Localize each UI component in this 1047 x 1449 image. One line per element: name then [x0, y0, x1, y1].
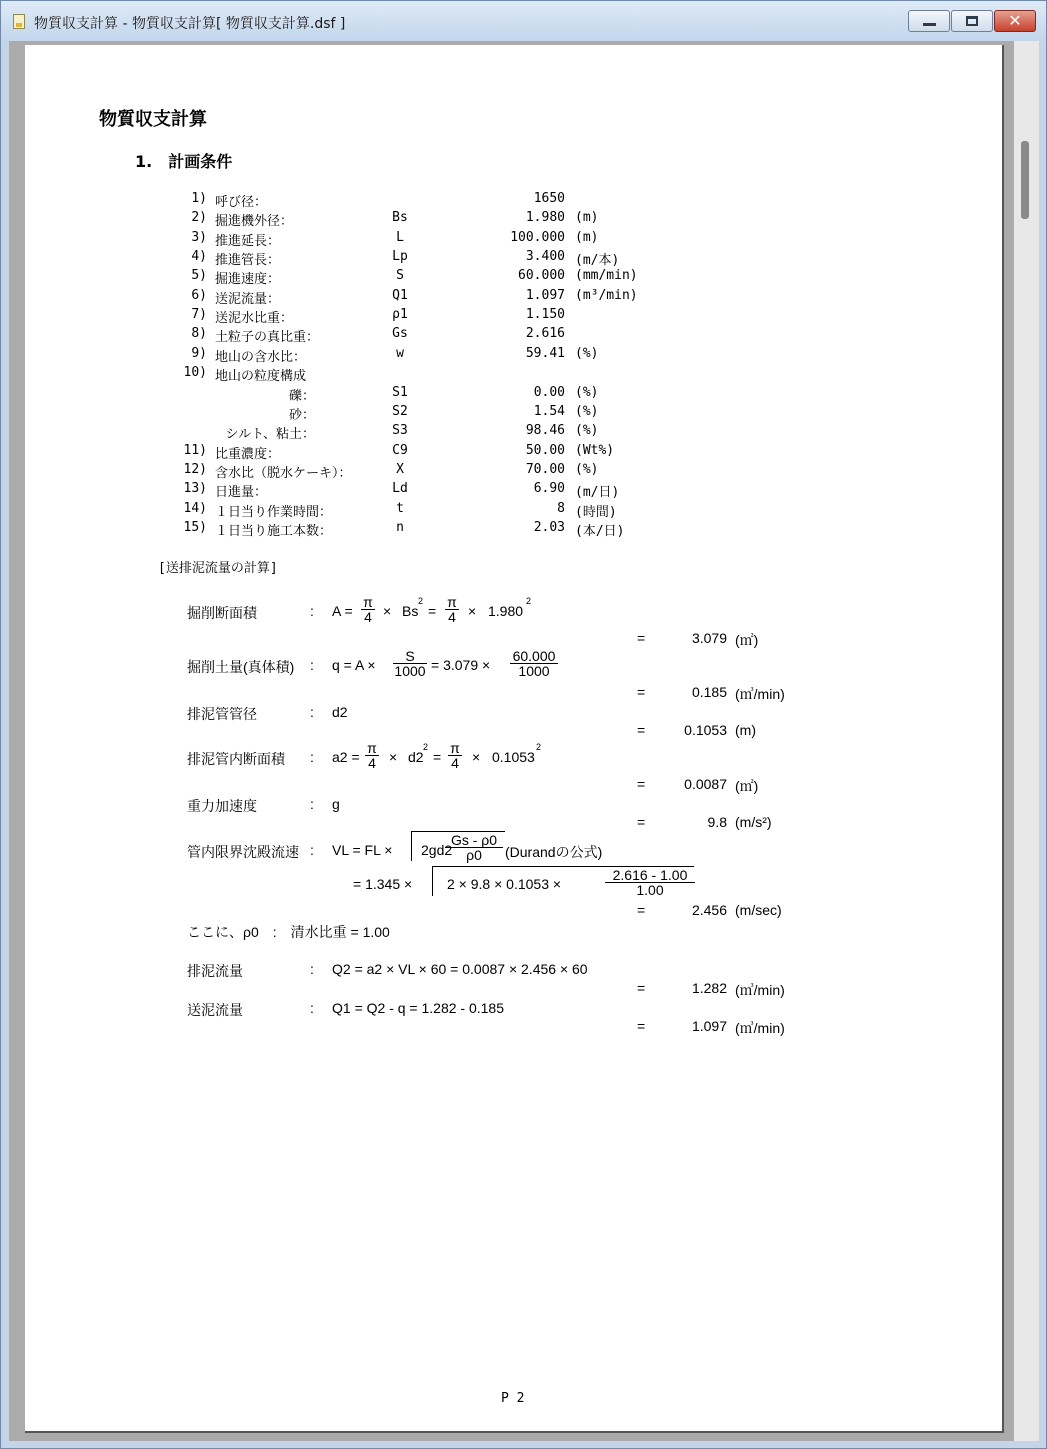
- denominator: 1000: [518, 663, 550, 679]
- formula-expr: g: [332, 796, 340, 812]
- radical-sign: [411, 831, 412, 861]
- vertical-scrollbar[interactable]: [1014, 41, 1039, 1441]
- calc-label-excavation-area: 掘削断面積: [187, 605, 257, 621]
- cond-symbol: S3: [392, 423, 408, 438]
- cond-number: 15): [183, 520, 207, 535]
- calc-label-supply-flow: 送泥流量: [187, 1002, 243, 1018]
- cond-number: 3): [191, 230, 207, 245]
- cond-value: 98.46: [525, 423, 565, 438]
- colon: :: [310, 603, 314, 619]
- calc-label-discharge-flow: 排泥流量: [187, 963, 243, 979]
- equals: =: [637, 902, 646, 918]
- note-water-density: ここに、ρ0 : 清水比重 = 1.00: [187, 924, 390, 940]
- formula-lhs: q = A ×: [332, 657, 376, 673]
- cond-symbol: Gs: [392, 326, 408, 341]
- equals: =: [637, 814, 646, 830]
- cond-symbol: X: [396, 462, 404, 477]
- formula-line2: = 1.345 ×: [353, 876, 413, 892]
- window-title: 物質収支計算 - 物質収支計算[ 物質収支計算.dsf ]: [34, 16, 346, 32]
- title-bar[interactable]: [1, 1, 1046, 41]
- formula-expr: Q2 = a2 × VL × 60 = 0.0087 × 2.456 × 60: [332, 961, 588, 977]
- result-unit: (㎥/min): [735, 686, 785, 702]
- cond-unit: (m³/min): [575, 288, 638, 303]
- equals: =: [637, 684, 646, 700]
- fraction: [393, 649, 427, 678]
- cond-value: 70.00: [525, 462, 565, 477]
- result-unit: (㎡): [735, 632, 759, 648]
- equals: =: [637, 1018, 646, 1034]
- times-sign: ×: [383, 603, 392, 619]
- cond-number: 8): [191, 326, 207, 341]
- cond-symbol: Lp: [392, 249, 408, 264]
- cond-number: 13): [183, 481, 207, 496]
- cond-number: 4): [191, 249, 207, 264]
- cond-symbol: Ld: [392, 481, 408, 496]
- pi-symbol: π: [365, 741, 379, 756]
- calc-heading: [送排泥流量の計算]: [158, 561, 278, 576]
- cond-value: 3.400: [525, 249, 565, 264]
- colon: :: [310, 749, 314, 765]
- numerator: Gs - ρ0: [445, 833, 503, 848]
- formula-lhs: a2 =: [332, 749, 360, 765]
- result-unit: (㎥/min): [735, 982, 785, 998]
- cond-value: 1.980: [525, 210, 565, 225]
- denominator: 1.00: [636, 882, 664, 898]
- cond-label: 砂：: [288, 408, 315, 423]
- cond-label: 地山の粒度構成: [215, 369, 307, 384]
- exponent: 2: [423, 742, 429, 752]
- times-sign: ×: [468, 603, 477, 619]
- cond-symbol: S: [396, 268, 404, 283]
- cond-unit: (mm/min): [575, 268, 638, 283]
- cond-unit: (m/本): [575, 253, 620, 268]
- cond-value: 50.00: [525, 443, 565, 458]
- fraction: [605, 868, 695, 897]
- document-page: [25, 45, 1004, 1433]
- cond-number: 11): [183, 443, 207, 458]
- cond-label: 送泥水比重：: [215, 311, 294, 326]
- variable: d2: [408, 749, 424, 765]
- exponent: 2: [526, 596, 532, 606]
- cond-label: 掘進速度：: [215, 272, 281, 287]
- cond-unit: (%): [575, 462, 599, 477]
- pi-symbol: π: [448, 741, 462, 756]
- cond-unit: (%): [575, 346, 599, 361]
- formula-lhs: A =: [332, 603, 353, 619]
- radicand: 2 × 9.8 × 0.1053 ×: [447, 876, 562, 892]
- cond-label: 日進量：: [215, 485, 268, 500]
- calc-label-pipe-area: 排泥管内断面積: [187, 751, 285, 767]
- result-value: 0.1053: [684, 722, 727, 738]
- cond-label: １日当り作業時間：: [215, 505, 333, 520]
- denominator: 4: [368, 755, 376, 771]
- result-unit: (㎡): [735, 778, 759, 794]
- radical-sign: [432, 866, 433, 896]
- maximize-icon: [966, 16, 978, 26]
- cond-label: 地山の含水比：: [215, 350, 307, 365]
- cond-symbol: L: [396, 230, 404, 245]
- cond-unit: (%): [575, 385, 599, 400]
- formula-lhs: VL = FL ×: [332, 842, 393, 858]
- result-unit: (㎥/min): [735, 1020, 785, 1036]
- result-value: 2.456: [691, 902, 727, 918]
- cond-label: シルト、粘土：: [225, 427, 315, 442]
- result-value: 0.0087: [684, 776, 727, 792]
- fraction: [445, 595, 459, 624]
- cond-unit: (時間): [575, 505, 617, 520]
- cond-value: 2.616: [525, 326, 565, 341]
- exponent: 2: [418, 596, 424, 606]
- cond-value: 59.41: [525, 346, 565, 361]
- cond-label: 推進管長：: [215, 253, 281, 268]
- result-value: 1.097: [691, 1018, 727, 1034]
- cond-value: 1650: [533, 191, 565, 206]
- cond-number: 1): [191, 191, 207, 206]
- calc-label-excavation-volume: 掘削土量(真体積): [187, 659, 295, 675]
- cond-symbol: w: [396, 346, 404, 361]
- cond-value: 100.000: [510, 230, 565, 245]
- cond-number: 6): [191, 288, 207, 303]
- equals: =: [433, 749, 442, 765]
- result-value: 9.8: [707, 814, 727, 830]
- cond-label: 送泥流量：: [215, 292, 281, 307]
- cond-number: 14): [183, 501, 207, 516]
- cond-symbol: n: [396, 520, 404, 535]
- fraction: [445, 833, 503, 862]
- cond-unit: (%): [575, 404, 599, 419]
- numerator: 60.000: [510, 649, 558, 664]
- variable: Bs: [402, 603, 419, 619]
- cond-symbol: C9: [392, 443, 408, 458]
- result-unit: (m/sec): [735, 902, 782, 918]
- calc-label-critical-velocity: 管内限界沈殿流速: [187, 844, 299, 860]
- cond-value: 60.000: [518, 268, 565, 283]
- cond-value: 1.54: [533, 404, 565, 419]
- cond-value: 2.03: [533, 520, 565, 535]
- cond-symbol: t: [396, 501, 404, 516]
- cond-label: 推進延長：: [215, 234, 281, 249]
- minimize-icon: [923, 23, 936, 26]
- maximize-button[interactable]: [951, 10, 993, 32]
- denominator: 4: [364, 609, 372, 625]
- cond-value: 8: [557, 501, 565, 516]
- cond-label: １日当り施工本数：: [215, 524, 333, 539]
- fraction: [510, 649, 558, 678]
- colon: :: [310, 1000, 314, 1016]
- cond-unit: (Wt%): [575, 443, 615, 458]
- equals: =: [637, 776, 646, 792]
- equals: =: [637, 630, 646, 646]
- doc-title: 物質収支計算: [99, 109, 207, 130]
- cond-symbol: Bs: [392, 210, 408, 225]
- close-button[interactable]: [994, 10, 1036, 32]
- value: 1.980: [488, 603, 524, 619]
- scrollbar-thumb[interactable]: [1021, 141, 1029, 219]
- cond-number: 5): [191, 268, 207, 283]
- result-value: 1.282: [691, 980, 727, 996]
- times-sign: ×: [472, 749, 481, 765]
- numerator: 2.616 - 1.00: [605, 868, 695, 883]
- cond-label: 礫：: [288, 389, 315, 404]
- cond-label: 呼び径：: [215, 195, 268, 210]
- cond-number: 7): [191, 307, 207, 322]
- result-value: 3.079: [691, 630, 727, 646]
- value: 0.1053: [492, 749, 535, 765]
- formula-expr: d2: [332, 704, 348, 720]
- formula-mid: = 3.079 ×: [431, 657, 491, 673]
- cond-value: 1.097: [525, 288, 565, 303]
- cond-symbol: S2: [392, 404, 408, 419]
- equals: =: [637, 722, 646, 738]
- radicand: 2gd2: [421, 842, 453, 858]
- cond-value: 1.150: [525, 307, 565, 322]
- cond-label: 比重濃度：: [215, 447, 281, 462]
- fraction: [361, 595, 375, 624]
- denominator: ρ0: [466, 847, 482, 863]
- colon: :: [310, 657, 314, 673]
- close-icon: ✕: [1008, 11, 1022, 30]
- denominator: 4: [448, 609, 456, 625]
- cond-value: 6.90: [533, 481, 565, 496]
- times-sign: ×: [389, 749, 398, 765]
- result-value: 0.185: [691, 684, 727, 700]
- cond-value: 0.00: [533, 385, 565, 400]
- cond-number: 9): [191, 346, 207, 361]
- colon: :: [310, 961, 314, 977]
- cond-label: 土粒子の真比重：: [215, 330, 320, 345]
- cond-symbol: S1: [392, 385, 408, 400]
- denominator: 1000: [394, 663, 426, 679]
- calc-label-pipe-diameter: 排泥管管径: [187, 706, 257, 722]
- minimize-button[interactable]: [908, 10, 950, 32]
- fraction: [365, 741, 379, 770]
- cond-number: 2): [191, 210, 207, 225]
- cond-label: 掘進機外径：: [215, 214, 294, 229]
- cond-unit: (m): [575, 230, 599, 245]
- pi-symbol: π: [445, 595, 459, 610]
- colon: :: [310, 796, 314, 812]
- result-unit: (m/s²): [735, 814, 772, 830]
- page-number: P 2: [501, 1391, 525, 1406]
- cond-number: 12): [183, 462, 207, 477]
- formula-expr: Q1 = Q2 - q = 1.282 - 0.185: [332, 1000, 504, 1016]
- numerator: S: [393, 649, 427, 664]
- cond-label: 含水比（脱水ケーキ）：: [215, 466, 352, 481]
- equals: =: [428, 603, 437, 619]
- cond-symbol: ρ1: [392, 307, 408, 322]
- fraction: [448, 741, 462, 770]
- colon: :: [310, 842, 314, 858]
- section-heading: 1. 計画条件: [135, 152, 233, 171]
- cond-symbol: Q1: [392, 288, 408, 303]
- equals: =: [637, 980, 646, 996]
- calc-label-gravity: 重力加速度: [187, 798, 257, 814]
- pi-symbol: π: [361, 595, 375, 610]
- cond-number: 10): [183, 365, 207, 380]
- denominator: 4: [451, 755, 459, 771]
- cond-unit: (m): [575, 210, 599, 225]
- colon: :: [310, 704, 314, 720]
- result-unit: (m): [735, 722, 756, 738]
- document-icon: [13, 14, 25, 29]
- cond-unit: (m/日): [575, 485, 620, 500]
- cond-unit: (%): [575, 423, 599, 438]
- exponent: 2: [536, 742, 542, 752]
- formula-note: (Durandの公式): [505, 844, 603, 860]
- cond-unit: (本/日): [575, 524, 625, 539]
- document-viewport: [9, 41, 1039, 1441]
